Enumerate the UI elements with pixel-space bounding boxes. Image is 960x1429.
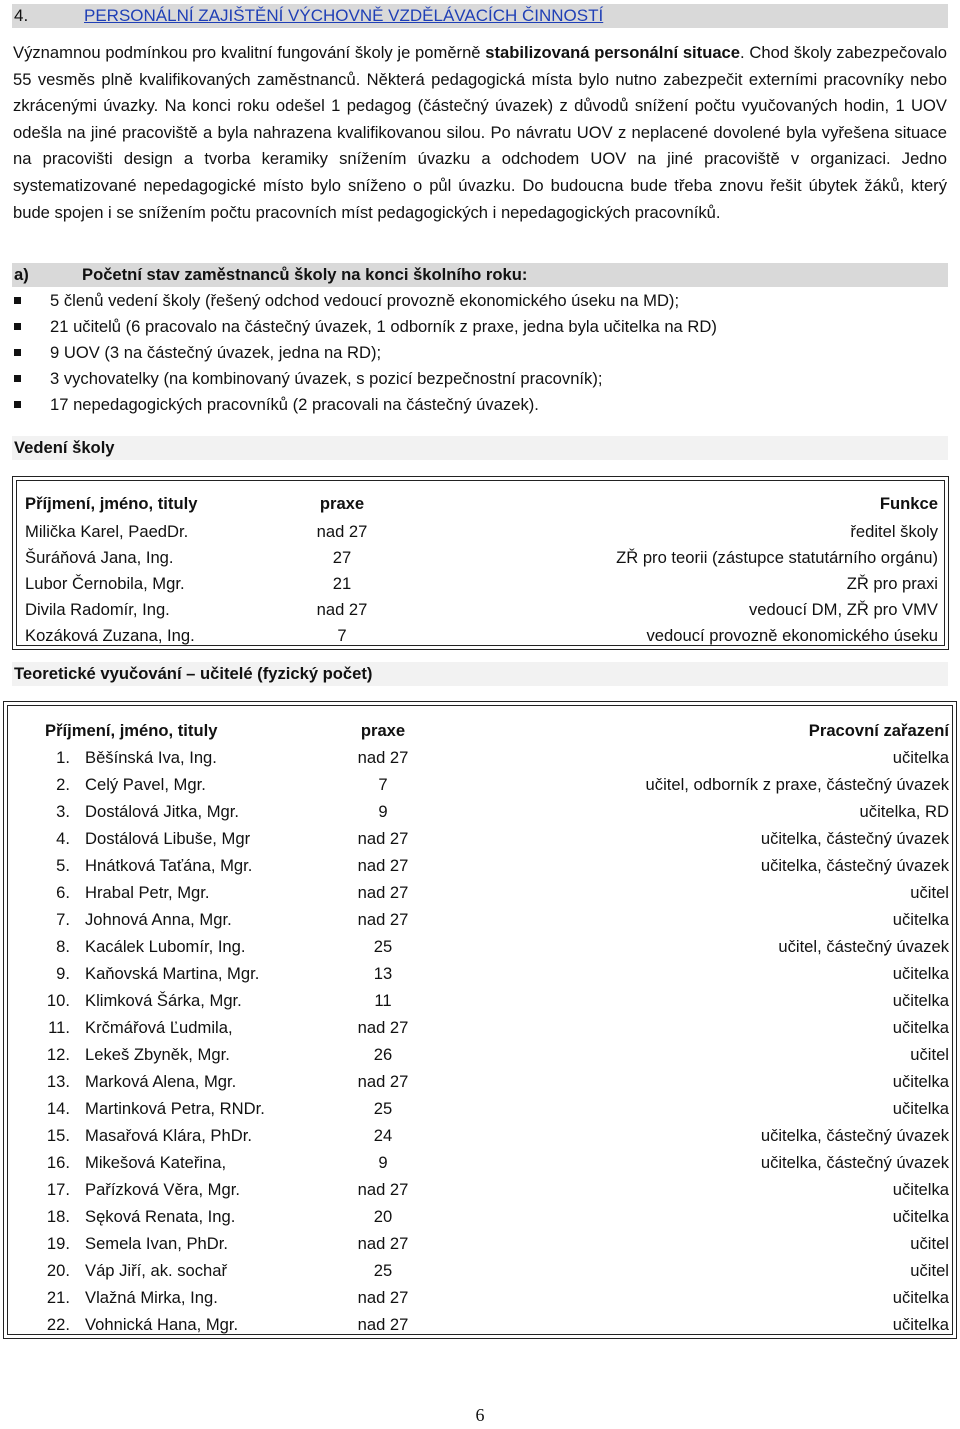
table-row — [8, 988, 952, 1014]
cell-number: 20. — [46, 1261, 70, 1280]
table-row — [8, 1258, 952, 1284]
cell-number: 16. — [46, 1153, 70, 1172]
cell-name: Váp Jiří, ak. sochař — [85, 1261, 228, 1280]
cell-number: 10. — [46, 991, 70, 1010]
cell-position: učitelka — [892, 991, 949, 1010]
header-position: Pracovní zařazení — [808, 721, 949, 740]
cell-position: učitel, odborník z praxe, částečný úvazek — [645, 775, 949, 794]
intro-paragraph — [13, 40, 947, 226]
page-number: 6 — [475, 1405, 485, 1425]
square-bullet-icon — [14, 323, 21, 330]
cell-name: Krčmářová Ľudmila, — [85, 1018, 233, 1037]
intro-text-bold: stabilizovaná personální situace — [485, 43, 741, 62]
cell-function: vedoucí provozně ekonomického úseku — [646, 626, 938, 645]
cell-practice: nad 27 — [357, 910, 409, 929]
cell-practice: nad 27 — [357, 1018, 409, 1037]
cell-position: učitel — [910, 1045, 949, 1064]
cell-practice: 13 — [373, 964, 393, 983]
cell-number: 13. — [46, 1072, 70, 1091]
cell-name: Dostálová Libuše, Mgr — [85, 829, 251, 848]
table-row — [8, 1177, 952, 1203]
cell-name: Lubor Černobila, Mgr. — [25, 574, 185, 593]
cell-name: Divila Radomír, Ing. — [25, 600, 170, 619]
cell-name: Sęková Renata, Ing. — [85, 1207, 236, 1226]
cell-practice: 20 — [373, 1207, 393, 1226]
cell-position: učitelka — [892, 1072, 949, 1091]
table-row — [8, 1042, 952, 1068]
section-title-link[interactable]: PERSONÁLNÍ ZAJIŠTĚNÍ VÝCHOVNĚ VZDĚLÁVACÍCH ČINNOSTÍ — [84, 6, 604, 25]
list-item — [13, 340, 947, 366]
table-row — [8, 853, 952, 879]
table-row — [17, 597, 944, 623]
table-row — [8, 1015, 952, 1041]
header-function: Funkce — [879, 494, 938, 513]
cell-position: učitelka — [892, 1288, 949, 1307]
teachers-table-inner — [7, 705, 953, 1335]
cell-number: 19. — [46, 1234, 70, 1253]
square-bullet-icon — [14, 375, 21, 382]
teachers-table — [3, 701, 957, 1339]
list-item — [13, 288, 947, 314]
cell-number: 8. — [56, 937, 70, 956]
cell-number: 2. — [56, 775, 70, 794]
cell-number: 18. — [46, 1207, 70, 1226]
list-item-text: 5 členů vedení školy (řešený odchod vedoucí provozně ekonomického úseku na MD); — [50, 291, 680, 310]
cell-practice: 7 — [337, 626, 347, 645]
leadership-table-inner — [16, 480, 945, 646]
table-row — [17, 623, 944, 649]
table-row — [8, 1150, 952, 1176]
cell-position: učitel — [910, 1234, 949, 1253]
cell-practice: nad 27 — [357, 1072, 409, 1091]
cell-number: 12. — [46, 1045, 70, 1064]
cell-name: Vlažná Mirka, Ing. — [85, 1288, 218, 1307]
square-bullet-icon — [14, 297, 21, 304]
table-row — [8, 799, 952, 825]
cell-number: 7. — [56, 910, 70, 929]
cell-number: 1. — [56, 748, 70, 767]
cell-position: učitelka, částečný úvazek — [760, 1153, 949, 1172]
list-item-text: 9 UOV (3 na částečný úvazek, jedna na RD); — [50, 343, 382, 362]
staff-count-list — [13, 288, 947, 418]
cell-number: 6. — [56, 883, 70, 902]
table-row — [8, 1069, 952, 1095]
cell-name: Celý Pavel, Mgr. — [85, 775, 206, 794]
table-header-row — [17, 491, 944, 517]
cell-number: 15. — [46, 1126, 70, 1145]
cell-name: Dostálová Jitka, Mgr. — [85, 802, 240, 821]
cell-number: 4. — [56, 829, 70, 848]
cell-practice: nad 27 — [357, 748, 409, 767]
cell-practice: 11 — [374, 991, 392, 1010]
cell-number: 9. — [56, 964, 70, 983]
cell-name: Mikešová Kateřina, — [85, 1153, 227, 1172]
cell-practice: 26 — [373, 1045, 393, 1064]
cell-function: ZŘ pro teorii (zástupce statutárního orgánu) — [616, 548, 938, 567]
cell-position: učitelka — [892, 1207, 949, 1226]
cell-practice: nad 27 — [357, 1234, 409, 1253]
table-row — [8, 1312, 952, 1338]
cell-name: Hrabal Petr, Mgr. — [85, 883, 210, 902]
cell-practice: 21 — [332, 574, 352, 593]
cell-practice: 27 — [332, 548, 352, 567]
cell-name: Vohnická Hana, Mgr. — [85, 1315, 239, 1334]
list-item-text: 17 nepedagogických pracovníků (2 pracovali na částečný úvazek). — [50, 395, 539, 414]
table-row — [8, 1123, 952, 1149]
cell-practice: nad 27 — [316, 600, 368, 619]
staff-count-title: Početní stav zaměstnanců školy na konci školního roku: — [82, 265, 528, 284]
cell-number: 14. — [46, 1099, 70, 1118]
cell-position: učitelka — [892, 1315, 949, 1334]
list-item-text: 3 vychovatelky (na kombinovaný úvazek, s pozicí bezpečnostní pracovník); — [50, 369, 603, 388]
cell-practice: 7 — [378, 775, 388, 794]
table-row — [17, 519, 944, 545]
cell-position: učitel — [910, 1261, 949, 1280]
cell-number: 22. — [46, 1315, 70, 1334]
cell-position: učitelka — [892, 1099, 949, 1118]
leadership-heading: Vedení školy — [12, 436, 948, 460]
list-item-text: 21 učitelů (6 pracovalo na částečný úvazek, 1 odborník z praxe, jedna byla učitelka na RD) — [50, 317, 717, 336]
cell-practice: 9 — [378, 1153, 388, 1172]
cell-position: učitelka, RD — [859, 802, 949, 821]
table-row — [8, 934, 952, 960]
cell-name: Běšínská Iva, Ing. — [85, 748, 217, 767]
cell-function: vedoucí DM, ZŘ pro VMV — [748, 600, 938, 619]
staff-count-letter: a) — [14, 265, 29, 284]
cell-number: 17. — [46, 1180, 70, 1199]
cell-name: Johnová Anna, Mgr. — [85, 910, 232, 929]
cell-position: učitelka — [892, 964, 949, 983]
cell-position: učitelka, částečný úvazek — [760, 1126, 949, 1145]
table-row — [8, 907, 952, 933]
cell-name: Semela Ivan, PhDr. — [85, 1234, 228, 1253]
section-heading — [12, 4, 948, 28]
header-practice: praxe — [360, 721, 406, 740]
cell-position: učitel — [910, 883, 949, 902]
cell-number: 21. — [46, 1288, 70, 1307]
section-number: 4. — [14, 6, 29, 25]
cell-position: učitelka, částečný úvazek — [760, 856, 949, 875]
cell-practice: 25 — [373, 1261, 393, 1280]
cell-name: Šuráňová Jana, Ing. — [25, 548, 174, 567]
cell-number: 3. — [56, 802, 70, 821]
cell-position: učitelka, částečný úvazek — [760, 829, 949, 848]
cell-name: Hnátková Taťána, Mgr. — [85, 856, 253, 875]
cell-practice: nad 27 — [357, 1180, 409, 1199]
cell-practice: 25 — [373, 1099, 393, 1118]
cell-practice: nad 27 — [357, 829, 409, 848]
cell-practice: 9 — [378, 802, 388, 821]
square-bullet-icon — [14, 401, 21, 408]
list-item — [13, 314, 947, 340]
header-name: Příjmení, jméno, tituly — [25, 494, 198, 513]
cell-position: učitelka — [892, 910, 949, 929]
cell-function: ZŘ pro praxi — [846, 574, 938, 593]
intro-text-2: . Chod školy zabezpečovalo 55 vesměs plně kvalifikovaných zaměstnanců. Některá pedagogická místa bylo nutno zabezpečit externími pracovníky nebo zkrácenými úvazky. Na konci roku odešel 1 pedagog (částečný úvazek) z důvodů snížení počtu vyučovaných hodin, 1 UOV odešla na jiné pracoviště a byla nahrazena kvalifikovanou silou. Po návratu UOV z neplacené dovolené byla vyřešena situace na pracovišti design a tvorba keramiky snížením úvazku a odchodem UOV na jiné pracoviště v organizaci. Jedno systematizované nepedagogické místo bylo sníženo o půl úvazku. Do budoucna bude třeba znovu řešit úbytek žáků, který bude spojen i se snížením počtu pracovních míst pedagogických i nepedagogických pracovníků. — [13, 43, 947, 222]
leadership-table — [12, 476, 949, 650]
cell-position: učitelka — [892, 748, 949, 767]
table-header-row — [8, 718, 952, 744]
teachers-heading: Teoretické vyučování – učitelé (fyzický počet) — [12, 662, 948, 686]
table-row — [8, 745, 952, 771]
cell-practice: nad 27 — [357, 1288, 409, 1307]
cell-name: Kaňovská Martina, Mgr. — [85, 964, 260, 983]
table-row — [8, 1204, 952, 1230]
cell-number: 11. — [48, 1018, 70, 1037]
intro-text-1: Významnou podmínkou pro kvalitní fungování školy je poměrně — [13, 43, 486, 62]
staff-count-heading — [12, 263, 948, 287]
header-practice: praxe — [319, 494, 365, 513]
cell-position: učitelka — [892, 1018, 949, 1037]
cell-name: Kacálek Lubomír, Ing. — [85, 937, 246, 956]
header-name: Příjmení, jméno, tituly — [45, 721, 218, 740]
list-item — [13, 366, 947, 392]
cell-position: učitelka — [892, 1180, 949, 1199]
table-row — [8, 772, 952, 798]
cell-practice: nad 27 — [316, 522, 368, 541]
table-row — [8, 1231, 952, 1257]
cell-practice: nad 27 — [357, 856, 409, 875]
table-row — [8, 1285, 952, 1311]
cell-name: Martinková Petra, RNDr. — [85, 1099, 265, 1118]
table-row — [17, 545, 944, 571]
table-row — [8, 880, 952, 906]
cell-name: Marková Alena, Mgr. — [85, 1072, 237, 1091]
cell-function: ředitel školy — [850, 522, 938, 541]
cell-name: Lekeš Zbyněk, Mgr. — [85, 1045, 230, 1064]
cell-name: Milička Karel, PaedDr. — [25, 522, 189, 541]
cell-position: učitel, částečný úvazek — [778, 937, 949, 956]
list-item — [13, 392, 947, 418]
cell-practice: 24 — [373, 1126, 393, 1145]
cell-number: 5. — [56, 856, 70, 875]
table-row — [8, 961, 952, 987]
square-bullet-icon — [14, 349, 21, 356]
cell-name: Pařízková Věra, Mgr. — [85, 1180, 240, 1199]
cell-name: Klimková Šárka, Mgr. — [85, 991, 242, 1010]
cell-practice: 25 — [373, 937, 393, 956]
cell-name: Masařová Klára, PhDr. — [85, 1126, 252, 1145]
cell-practice: nad 27 — [357, 1315, 409, 1334]
table-row — [17, 571, 944, 597]
cell-practice: nad 27 — [357, 883, 409, 902]
table-row — [8, 826, 952, 852]
table-row — [8, 1096, 952, 1122]
cell-name: Kozáková Zuzana, Ing. — [25, 626, 195, 645]
